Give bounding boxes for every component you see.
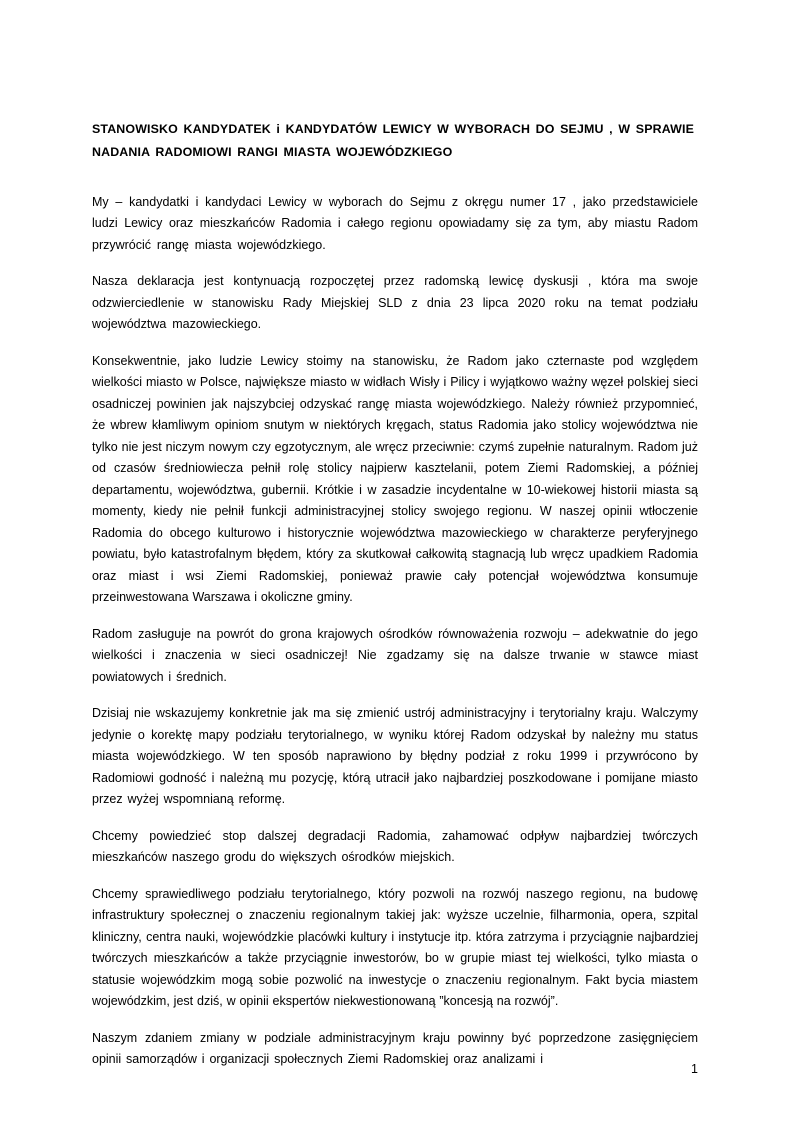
paragraph-8: Naszym zdaniem zmiany w podziale administracyjnym kraju powinny być poprzedzone zasięgnięciem opinii samorządów i organizacji społecznych Ziemi Radomskiej oraz analizami i: [92, 1030, 698, 1067]
paragraph-6: Chcemy powiedzieć stop dalszej degradacji Radomia, zahamować odpływ najbardziej twórczych mieszkańców naszego grodu do większych ośrodków miejskich.: [92, 828, 698, 865]
page-number: 1: [691, 1061, 698, 1076]
paragraph-3: Konsekwentnie, jako ludzie Lewicy stoimy na stanowisku, że Radom jako czternaste pod względem wielkości miasto w Polsce, największe miasto w widłach Wisły i Pilicy i wyjątkowo ważny węzeł polskiej sieci osadniczej powinien jak najszybciej odzyskać rangę miasta wojewódzkiego. Należy również przypomnieć, że wbrew kłamliwym opiniom snutym w niektórych kręgach, status Radomia jako stolicy województwa nie tylko nie jest niczym nowym czy egzotycznym, ale wręcz przeciwnie: czymś zupełnie naturalnym. Radom już od czasów średniowiecza pełnił rolę stolicy najpierw kasztelanii, potem Ziemi Radomskiej, a później departamentu, województwa, gubernii. Krótkie i w zasadzie incydentalne w 10-wiekowej historii miasta są momenty, kiedy nie pełnił funkcji administracyjnej stolicy swojego regionu. W naszej opinii wtłoczenie Radomia do obcego kulturowo i historycznie województwa mazowieckiego w charakterze peryferyjnego powiatu, było katastrofalnym błędem, który za skutkował całkowitą stagnacją lub wręcz upadkiem Radomia oraz miast i wsi Ziemi Radomskiej, ponieważ prawie cały potencjał województwa konsumuje przeinwestowana Warszawa i okoliczne gminy.: [92, 353, 698, 605]
page-title-line-1: STANOWISKO KANDYDATEK i KANDYDATÓW LEWICY W WYBORACH DO SEJMU , W SPRAWIE: [92, 122, 694, 136]
paragraph-4: Radom zasługuje na powrót do grona krajowych ośrodków równoważenia rozwoju – adekwatnie do jego wielkości i znaczenia w sieci osadniczej! Nie zgadzamy się na dalsze trwanie w stawce miast powiatowych i średnich.: [92, 626, 698, 684]
page-title-line-2: NADANIA RADOMIOWI RANGI MIASTA WOJEWÓDZKIEGO: [92, 144, 453, 159]
paragraph-5: Dzisiaj nie wskazujemy konkretnie jak ma się zmienić ustrój administracyjny i terytorialny kraju. Walczymy jedynie o korektę mapy podziału terytorialnego, w wyniku której Radom odzyskał by należny mu status miasta wojewódzkiego. W ten sposób naprawiono by błędny podział z roku 1999 i przywrócono by Radomiowi godność i należną mu pozycję, którą utracił jako najbardziej poszkodowane i pomijane miasto przez wyżej wspomnianą reformę.: [92, 706, 698, 807]
page-title: [92, 118, 698, 164]
paragraph-2: Nasza deklaracja jest kontynuacją rozpoczętej przez radomską lewicę dyskusji , która ma swoje odzwierciedlenie w stanowisku Rady Miejskiej SLD z dnia 23 lipca 2020 roku na temat podziału województwa mazowieckiego.: [92, 274, 698, 332]
paragraph-7: Chcemy sprawiedliwego podziału terytorialnego, który pozwoli na rozwój naszego regionu, na budowę infrastruktury społecznej o znaczeniu regionalnym takiej jak: wyższe uczelnie, filharmonia, opera, szpital kliniczny, centra nauki, wojewódzkie placówki kultury i instytucje itp. która zatrzyma i przyciągnie najbardziej twórczych mieszkańców a także przyciągnie inwestorów, bo w grupie miast tej wielkości, tylko miasta o statusie wojewódzkim mogą sobie pozwolić na inwestycje o znaczeniu regionalnym. Fakt bycia miastem wojewódzkim, jest dziś, w opinii ekspertów niekwestionowaną ”koncesją na rozwój”.: [92, 886, 698, 1009]
paragraph-1: My – kandydatki i kandydaci Lewicy w wyborach do Sejmu z okręgu numer 17 , jako przedstawiciele ludzi Lewicy oraz mieszkańców Radomia i całego regionu opowiadamy się za tym, aby miastu Radom przywrócić rangę miasta wojewódzkiego.: [92, 194, 698, 252]
